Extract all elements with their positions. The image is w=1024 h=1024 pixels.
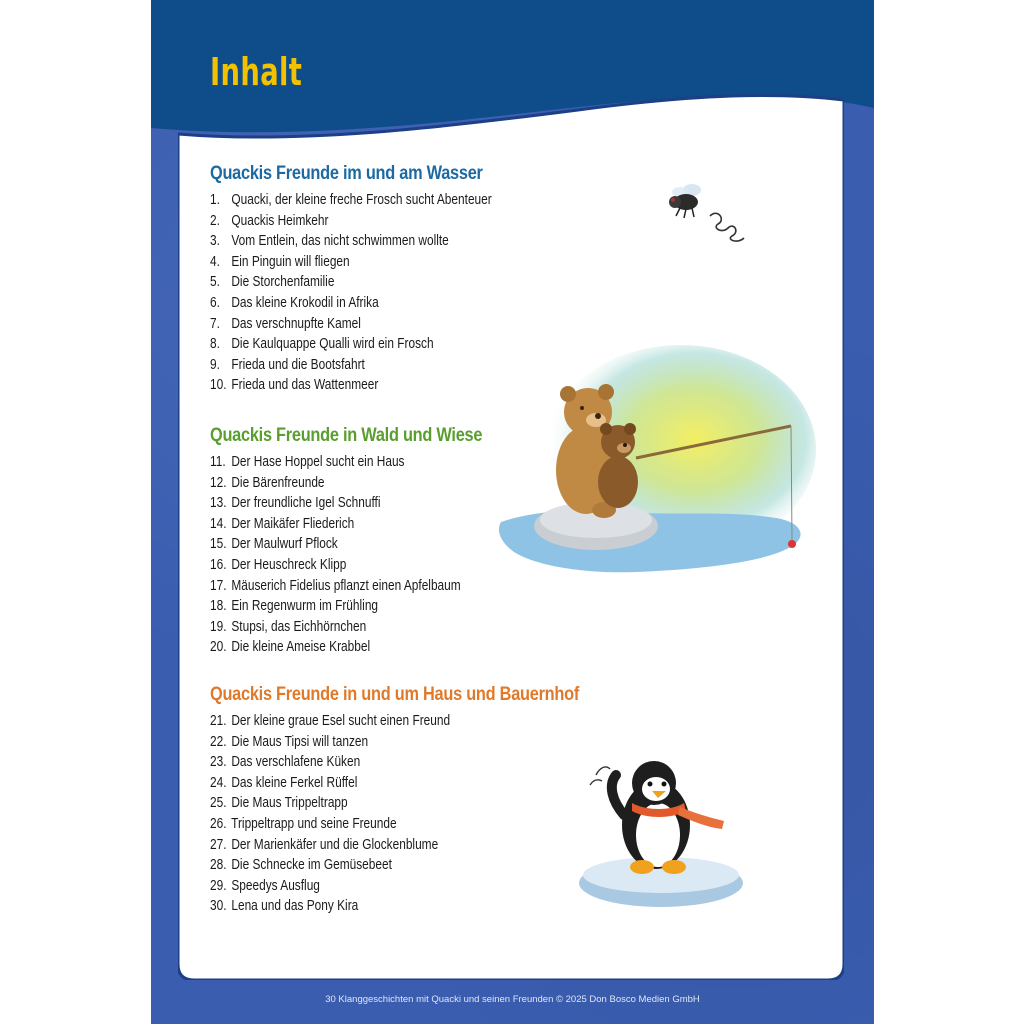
toc-entry-title: Der Hase Hoppel sucht ein Haus: [231, 454, 405, 470]
toc-entry-number: 11.: [210, 454, 226, 470]
toc-entry-number: 14.: [210, 515, 227, 532]
toc-entry-number: 22.: [210, 733, 227, 750]
toc-entry-title: Die Schnecke im Gemüsebeet: [231, 857, 392, 874]
toc-entry-number: 1.: [210, 192, 220, 208]
toc-entry: [210, 732, 562, 753]
toc-entry: [210, 896, 562, 917]
toc-entry-title: Das verschnupfte Kamel: [231, 315, 361, 332]
section-title: Quackis Freunde in Wald und Wiese: [210, 425, 483, 446]
section-farm: [210, 684, 639, 917]
toc-entry-title: Die Maus Trippeltrapp: [231, 795, 348, 812]
toc-entry-title: Quackis Heimkehr: [231, 212, 329, 229]
toc-entry-title: Die Storchenfamilie: [231, 274, 335, 291]
toc-entry: [210, 355, 492, 376]
toc-entry: [210, 814, 562, 835]
toc-entry-number: 2.: [210, 212, 220, 229]
toc-entry-number: 17.: [210, 577, 227, 594]
toc-entry-title: Ein Pinguin will fliegen: [231, 253, 350, 270]
toc-entry-title: Quacki, der kleine freche Frosch sucht Abenteuer: [231, 192, 492, 208]
toc-entry-number: 30.: [210, 898, 227, 915]
toc-entry-title: Das kleine Krokodil in Afrika: [231, 294, 379, 311]
toc-entry: [210, 272, 492, 293]
toc-entry: [210, 211, 492, 232]
toc-entry: [210, 231, 492, 252]
toc-entry-number: 27.: [210, 836, 227, 853]
toc-entry-title: Der Marienkäfer und die Glockenblume: [231, 836, 439, 853]
penguin-on-ice-illustration: [576, 755, 746, 925]
toc-entry-number: 8.: [210, 336, 220, 353]
page-title: Inhalt: [210, 50, 303, 94]
toc-entry-number: 16.: [210, 556, 227, 573]
toc-entry: [210, 835, 562, 856]
toc-entry-title: Der Heuschreck Klipp: [231, 556, 347, 573]
toc-entry: [210, 314, 492, 335]
book-page: [151, 0, 874, 1024]
toc-entry-number: 7.: [210, 315, 220, 332]
toc-entry-number: 29.: [210, 877, 227, 894]
toc-entry-number: 5.: [210, 274, 220, 291]
toc-entry: [210, 793, 562, 814]
toc-entry: [210, 876, 562, 897]
toc-entry-number: 21.: [210, 713, 227, 729]
toc-entry-title: Das verschlafene Küken: [231, 754, 361, 771]
toc-entry: [210, 711, 562, 732]
toc-entry-title: Speedys Ausflug: [231, 877, 320, 894]
toc-entry: [210, 375, 492, 396]
bears-fishing-illustration: [496, 330, 816, 595]
toc-entry-title: Stupsi, das Eichhörnchen: [231, 618, 367, 635]
toc-entry: [210, 637, 470, 658]
toc-entry-number: 15.: [210, 536, 227, 553]
toc-entry-title: Das kleine Ferkel Rüffel: [231, 774, 358, 791]
toc-entry-title: Die Maus Tipsi will tanzen: [231, 733, 369, 750]
toc-entry-number: 18.: [210, 598, 227, 615]
footer-copyright: 30 Klanggeschichten mit Quacki und seinen Freunden © 2025 Don Bosco Medien GmbH: [325, 994, 700, 1005]
toc-entry: [210, 617, 470, 638]
toc-entry: [210, 493, 470, 514]
toc-entry: [210, 190, 492, 211]
toc-entry: [210, 773, 562, 794]
toc-entry-number: 12.: [210, 474, 227, 491]
toc-entry: [210, 452, 470, 473]
toc-entry-number: 25.: [210, 795, 227, 812]
toc-entry-title: Die kleine Ameise Krabbel: [231, 639, 371, 656]
toc-entry-title: Ein Regenwurm im Frühling: [231, 598, 379, 615]
toc-entry-title: Der freundliche Igel Schnuffi: [231, 495, 381, 512]
toc-entry-number: 3.: [210, 233, 220, 250]
toc-entry-number: 28.: [210, 857, 227, 874]
toc-entry: [210, 534, 470, 555]
toc-entry-title: Trippeltrapp und seine Freunde: [231, 815, 397, 832]
fly-icon: [666, 178, 746, 246]
toc-entry-number: 4.: [210, 253, 220, 270]
toc-entry-title: Vom Entlein, das nicht schwimmen wollte: [231, 233, 449, 250]
toc-entry-title: Frieda und die Bootsfahrt: [231, 356, 365, 373]
toc-entry-title: Die Kaulquappe Qualli wird ein Frosch: [231, 336, 434, 353]
toc-entry-number: 20.: [210, 639, 227, 656]
toc-entry-title: Mäuserich Fidelius pflanzt einen Apfelbaum: [231, 577, 461, 594]
toc-entry-number: 19.: [210, 618, 227, 635]
toc-entry: [210, 576, 470, 597]
toc-entry-title: Der Maikäfer Fliederich: [231, 515, 355, 532]
toc-entry: [210, 334, 492, 355]
toc-entry: [210, 855, 562, 876]
toc-entry-number: 9.: [210, 356, 220, 373]
section-title: Quackis Freunde in und um Haus und Bauernhof: [210, 684, 580, 705]
toc-entry: [210, 514, 470, 535]
toc-entry: [210, 252, 492, 273]
toc-entry-number: 10.: [210, 377, 227, 394]
toc-entry-title: Lena und das Pony Kira: [231, 898, 359, 915]
toc-entry: [210, 293, 492, 314]
toc-entry: [210, 555, 470, 576]
toc-entry-number: 26.: [210, 815, 227, 832]
toc-list: [210, 452, 527, 658]
section-title: Quackis Freunde im und am Wasser: [210, 163, 483, 184]
toc-entry-number: 13.: [210, 495, 227, 512]
toc-entry-title: Die Bärenfreunde: [231, 474, 325, 491]
toc-entry-title: Der Maulwurf Pflock: [231, 536, 338, 553]
toc-entry: [210, 752, 562, 773]
toc-entry-title: Frieda und das Wattenmeer: [231, 377, 379, 394]
toc-entry: [210, 473, 470, 494]
toc-entry-title: Der kleine graue Esel sucht einen Freund: [231, 713, 451, 729]
toc-entry-number: 24.: [210, 774, 227, 791]
toc-entry-number: 6.: [210, 294, 220, 311]
toc-entry: [210, 596, 470, 617]
toc-entry-number: 23.: [210, 754, 227, 771]
section-forest: [210, 425, 527, 658]
toc-list: [210, 711, 639, 917]
